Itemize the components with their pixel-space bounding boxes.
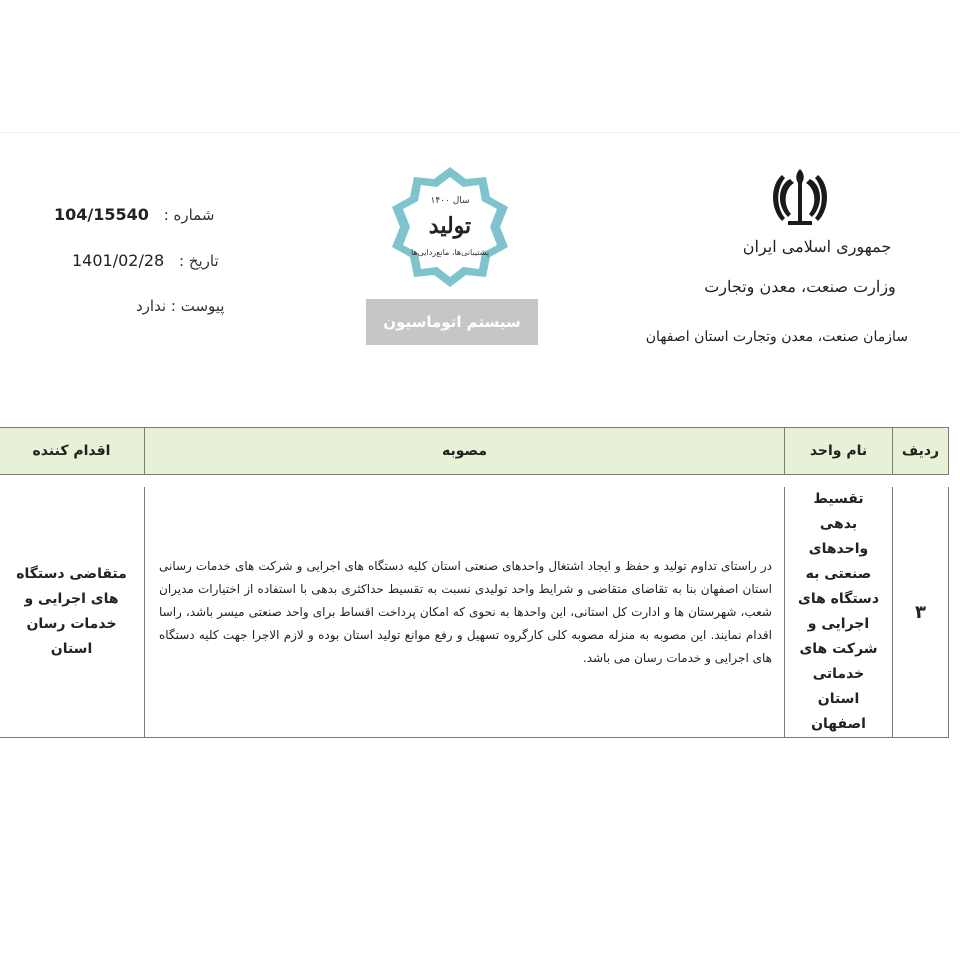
letter-date bbox=[72, 251, 219, 270]
stamp-year-text: سال ۱۴۰۰ bbox=[430, 196, 470, 206]
stamp-title: تولید bbox=[428, 213, 472, 239]
letter-number-label: شماره : bbox=[163, 206, 215, 224]
iran-emblem-icon bbox=[768, 165, 832, 229]
letter-date-value: 1401/02/28 bbox=[72, 251, 165, 270]
letter-page bbox=[0, 132, 960, 743]
letter-number bbox=[54, 205, 214, 224]
letter-attachment bbox=[136, 297, 224, 315]
automation-system-badge: سیستم اتوماسیون bbox=[366, 299, 538, 345]
header-resolution: مصوبه bbox=[145, 428, 785, 475]
production-year-stamp-icon bbox=[386, 163, 514, 291]
letter-date-label: تاریخ : bbox=[179, 252, 219, 270]
header-unit-name: نام واحد bbox=[785, 428, 893, 475]
table-header-row bbox=[0, 428, 949, 475]
table-row bbox=[0, 487, 949, 738]
header-actor: اقدام کننده bbox=[0, 428, 145, 475]
letter-number-value: 104/15540 bbox=[54, 205, 149, 224]
stamp-subtitle: پشتیبانی‌ها، مانع‌زدایی‌ها bbox=[410, 248, 490, 257]
row-actor: متقاضی دستگاه های اجرایی و خدمات رسان استان bbox=[0, 487, 145, 738]
row-unit-name: تقسیط بدهی واحدهای صنعتی به دستگاه های اجرایی و شرکت های خدماتی استان اصفهان bbox=[785, 487, 893, 738]
row-resolution-text: در راستای تداوم تولید و حفظ و ایجاد اشتغال واحدهای صنعتی استان کلیه دستگاه های اجرایی و شرکت های خدمات رسانی استان اصفهان بنا به تقاضای متقاضی و شرایط واحد تولیدی نسبت به تقسیط حداکثری بدهی با استفاده از اختیارات مدیران شعب، شهرستان ها و ادارت کل استانی، این واحدها به نحوی که امکان پرداخت اقساط برای واحد صنعتی میسر باشد، راسا اقدام نمایند. این مصوبه به منزله مصوبه کلی کارگروه تسهیل و رفع موانع تولید استان بوده و لازم الاجرا جهت کلیه دستگاه های اجرایی و خدمات رسان می باشد. bbox=[145, 487, 785, 738]
org-province-office: سازمان صنعت، معدن وتجارت استان اصفهان bbox=[645, 329, 908, 345]
org-ministry: وزارت صنعت، معدن وتجارت bbox=[704, 277, 896, 296]
row-number: ۳ bbox=[893, 487, 949, 738]
header-row-number: ردیف bbox=[893, 428, 949, 475]
org-country: جمهوری اسلامی ایران bbox=[742, 237, 892, 256]
resolution-table bbox=[0, 427, 949, 738]
letter-attachment-label: پیوست : ندارد bbox=[136, 297, 225, 315]
